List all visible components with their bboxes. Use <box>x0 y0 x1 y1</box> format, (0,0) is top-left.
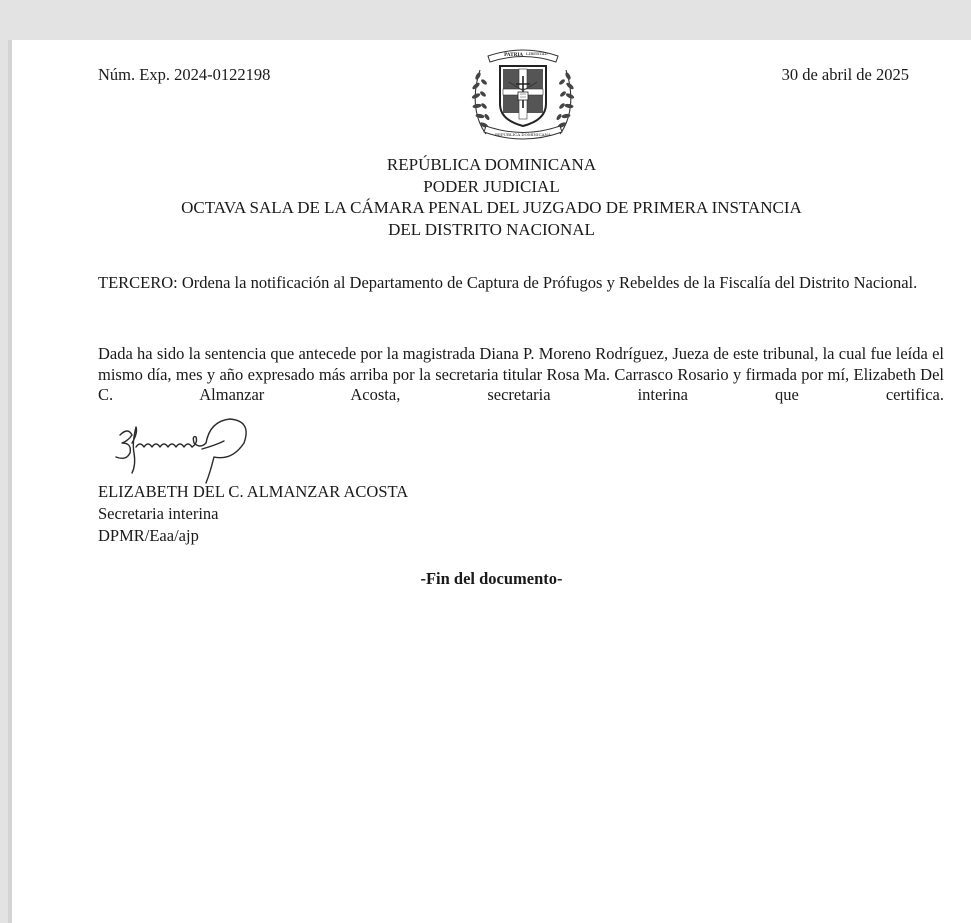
end-of-document: -Fin del documento- <box>420 569 563 588</box>
heading-poder-judicial: PODER JUDICIAL <box>423 176 560 196</box>
coat-of-arms-seal <box>464 42 582 146</box>
handwritten-signature <box>106 413 256 485</box>
seal-ribbon-republica: REPÚBLICA DOMINICANA <box>495 132 551 137</box>
court-heading <box>12 154 971 240</box>
seal-ribbon-patria: PATRIA <box>504 53 523 58</box>
case-number: Núm. Exp. 2024-0122198 <box>98 65 271 84</box>
heading-distrito: DEL DISTRITO NACIONAL <box>388 219 595 239</box>
dada-paragraph: Dada ha sido la sentencia que antecede por la magistrada Diana P. Moreno Rodríguez, Jueza de este tribunal, la cual fue leída el mismo día, mes y año expresado más arriba por la secretaria titular Rosa Ma. Carrasco Rosario y firmada por mí, Elizabeth Del C. Almanzar Acosta, secretaria interina que certifica. <box>98 344 944 404</box>
signer-reference: DPMR/Eaa/ajp <box>98 526 199 545</box>
document-date: 30 de abril de 2025 <box>781 65 909 84</box>
signer-name: ELIZABETH DEL C. ALMANZAR ACOSTA <box>98 482 409 501</box>
heading-sala: OCTAVA SALA DE LA CÁMARA PENAL DEL JUZGADO DE PRIMERA INSTANCIA <box>181 198 802 217</box>
signer-block <box>98 481 408 547</box>
heading-republica: REPÚBLICA DOMINICANA <box>386 155 597 174</box>
document-page <box>8 40 971 923</box>
tercero-paragraph: TERCERO: Ordena la notificación al Departamento de Captura de Prófugos y Rebeldes de la Fiscalía del Distrito Nacional. <box>98 273 918 292</box>
signer-title: Secretaria interina <box>98 504 219 523</box>
svg-text:LIBERTAD: LIBERTAD <box>526 51 548 56</box>
